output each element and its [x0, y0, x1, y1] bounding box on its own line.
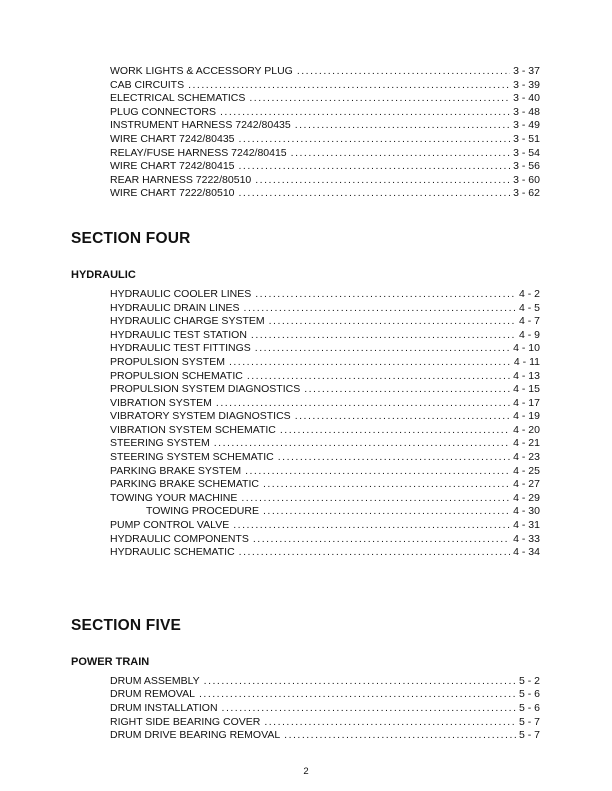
toc-leader-dots — [239, 187, 511, 201]
toc-entry-page: 3 - 60 — [513, 173, 540, 186]
toc-entry — [110, 546, 540, 560]
toc-entry-title: HYDRAULIC CHARGE SYSTEM — [110, 315, 265, 328]
section-heading: SECTION FIVE — [71, 616, 182, 634]
toc-entry-page: 4 - 20 — [513, 423, 540, 436]
toc-leader-dots — [263, 478, 510, 492]
toc-leader-dots — [304, 383, 510, 397]
toc-entry — [110, 492, 540, 506]
toc-leader-dots — [239, 160, 511, 174]
toc-subheading: POWER TRAIN — [71, 655, 150, 668]
toc-entry-page: 5 - 7 — [518, 729, 540, 742]
toc-entry-title: HYDRAULIC COMPONENTS — [110, 532, 249, 545]
toc-entry-page: 5 - 7 — [518, 715, 540, 728]
toc-entry — [110, 147, 540, 161]
toc-entry-page: 5 - 6 — [518, 702, 540, 714]
toc-leader-dots — [280, 424, 510, 438]
toc-leader-dots — [222, 702, 516, 716]
toc-entry-title: HYDRAULIC TEST STATION — [110, 328, 247, 341]
toc-entry-title: ELECTRICAL SCHEMATICS — [110, 92, 246, 105]
toc-entry — [146, 505, 540, 519]
toc-entry-title: CAB CIRCUITS — [110, 78, 185, 91]
toc-entry — [110, 342, 540, 356]
toc-entry-page: 4 - 27 — [513, 478, 540, 491]
toc-entry-page: 3 - 51 — [513, 132, 540, 145]
toc-entry-title: VIBRATION SYSTEM — [110, 396, 212, 409]
toc-entry — [110, 383, 540, 397]
toc-entry-title: PLUG CONNECTORS — [110, 105, 216, 118]
toc-leader-dots — [255, 342, 510, 356]
toc-entry-page: 3 - 40 — [513, 92, 540, 105]
toc-subheading: HYDRAULIC — [71, 268, 136, 281]
toc-entry-title: PARKING BRAKE SYSTEM — [110, 464, 242, 477]
toc-entry-title: PROPULSION SYSTEM — [110, 355, 225, 368]
toc-entry — [110, 702, 540, 716]
toc-entry-title: STEERING SYSTEM SCHEMATIC — [110, 451, 274, 464]
toc-entry — [110, 688, 540, 702]
toc-leader-dots — [295, 119, 510, 133]
toc-entry — [110, 716, 540, 730]
toc-leader-dots — [284, 729, 516, 743]
toc-leader-dots — [255, 288, 516, 302]
toc-entry-title: REAR HARNESS 7222/80510 — [110, 173, 252, 186]
toc-leader-dots — [204, 675, 516, 689]
toc-entry-page: 4 - 21 — [513, 437, 540, 450]
toc-entry-page: 4 - 13 — [513, 369, 540, 382]
toc-entry-title: WIRE CHART 7242/80435 — [110, 132, 235, 145]
toc-leader-dots — [241, 492, 510, 506]
toc-entry — [110, 465, 540, 479]
toc-entry-page: 4 - 19 — [513, 410, 540, 423]
toc-leader-dots — [291, 147, 510, 161]
toc-entry-title: HYDRAULIC DRAIN LINES — [110, 301, 240, 314]
toc-leader-dots — [244, 302, 516, 316]
toc-entry-title: RIGHT SIDE BEARING COVER — [110, 715, 261, 728]
toc-entry-title: PUMP CONTROL VALVE — [110, 519, 230, 532]
toc-entry — [110, 92, 540, 106]
toc-leader-dots — [255, 174, 510, 188]
toc-entry-page: 4 - 15 — [513, 383, 540, 396]
toc-entry-page: 4 - 5 — [518, 301, 540, 314]
toc-entry-page: 5 - 6 — [518, 688, 540, 701]
toc-entry-title: HYDRAULIC COOLER LINES — [110, 287, 252, 300]
toc-entry-title: PROPULSION SCHEMATIC — [110, 369, 243, 382]
toc-entry-page: 4 - 9 — [518, 328, 540, 341]
toc-entry — [110, 79, 540, 93]
toc-entry-page: 3 - 62 — [513, 187, 540, 200]
toc-entry-page: 4 - 31 — [513, 519, 540, 532]
toc-entry-title: RELAY/FUSE HARNESS 7242/80415 — [110, 146, 287, 159]
toc-entry — [110, 533, 540, 547]
toc-leader-dots — [214, 437, 510, 451]
toc-entry-title: VIBRATORY SYSTEM DIAGNOSTICS — [110, 410, 291, 423]
toc-entry-page: 4 - 7 — [518, 315, 540, 328]
toc-entry — [110, 729, 540, 743]
toc-entry-page: 4 - 25 — [513, 464, 540, 477]
toc-entry-title: DRUM INSTALLATION — [110, 702, 218, 714]
toc-entry-page: 4 - 10 — [513, 342, 540, 355]
toc-entry-title: TOWING PROCEDURE — [146, 505, 259, 518]
toc-leader-dots — [239, 546, 510, 560]
toc-leader-dots — [216, 397, 510, 411]
toc-entry — [110, 187, 540, 201]
toc-entry — [110, 174, 540, 188]
toc-leader-dots — [247, 370, 510, 384]
toc-entry — [110, 106, 540, 120]
toc-entry-page: 3 - 49 — [513, 119, 540, 132]
section-heading: SECTION FOUR — [71, 229, 191, 247]
toc-entry-title: PARKING BRAKE SCHEMATIC — [110, 478, 259, 491]
toc-entry — [110, 315, 540, 329]
toc-entry — [110, 133, 540, 147]
toc-entry — [110, 160, 540, 174]
toc-leader-dots — [264, 716, 516, 730]
toc-leader-dots — [253, 533, 510, 547]
toc-entry — [110, 675, 540, 689]
toc-entry-title: HYDRAULIC TEST FITTINGS — [110, 342, 251, 355]
toc-entry-title: WIRE CHART 7222/80510 — [110, 187, 235, 200]
toc-leader-dots — [297, 65, 510, 79]
toc-content — [71, 65, 540, 743]
toc-leader-dots — [239, 133, 511, 147]
page-number-footer: 2 — [303, 766, 309, 777]
toc-entry-page: 4 - 17 — [513, 396, 540, 409]
toc-leader-dots — [233, 519, 510, 533]
toc-entry-title: DRUM DRIVE BEARING REMOVAL — [110, 729, 281, 742]
toc-leader-dots — [188, 79, 510, 93]
toc-entry — [110, 356, 540, 370]
toc-entry-title: STEERING SYSTEM — [110, 437, 210, 450]
toc-entry-title: DRUM REMOVAL — [110, 688, 195, 701]
toc-leader-dots — [278, 451, 510, 465]
toc-entry — [110, 370, 540, 384]
toc-leader-dots — [295, 410, 510, 424]
toc-leader-dots — [249, 92, 510, 106]
toc-entry — [110, 478, 540, 492]
toc-entry-page: 4 - 30 — [513, 505, 540, 518]
toc-entry-page: 3 - 48 — [513, 105, 540, 118]
toc-entry-title: WIRE CHART 7242/80415 — [110, 160, 235, 173]
toc-entry-page: 4 - 33 — [513, 532, 540, 545]
toc-entry-title: WORK LIGHTS & ACCESSORY PLUG — [110, 65, 293, 77]
toc-entry-page: 4 - 34 — [513, 546, 540, 559]
toc-entry — [110, 437, 540, 451]
toc-entry-page: 3 - 39 — [513, 78, 540, 91]
toc-leader-dots — [251, 329, 516, 343]
toc-entry-page: 4 - 11 — [513, 355, 540, 368]
toc-entry-page: 5 - 2 — [518, 674, 540, 687]
toc-entry-title: VIBRATION SYSTEM SCHEMATIC — [110, 423, 276, 436]
toc-entry — [110, 329, 540, 343]
toc-leader-dots — [229, 356, 511, 370]
toc-entry — [110, 397, 540, 411]
toc-entry-title: HYDRAULIC SCHEMATIC — [110, 546, 235, 559]
toc-entry-page: 4 - 23 — [513, 451, 540, 464]
toc-entry-title: DRUM ASSEMBLY — [110, 674, 200, 687]
toc-leader-dots — [245, 465, 510, 479]
toc-leader-dots — [263, 505, 510, 519]
toc-entry-page: 3 - 37 — [513, 65, 540, 77]
toc-entry — [110, 65, 540, 79]
toc-entry — [110, 302, 540, 316]
toc-entry — [110, 288, 540, 302]
toc-leader-dots — [199, 688, 516, 702]
toc-entry-page: 4 - 29 — [513, 491, 540, 504]
toc-leader-dots — [220, 106, 510, 120]
toc-entry — [110, 451, 540, 465]
toc-entry — [110, 424, 540, 438]
toc-entry-page: 3 - 54 — [513, 146, 540, 159]
toc-entry-title: TOWING YOUR MACHINE — [110, 491, 238, 504]
toc-entry-title: PROPULSION SYSTEM DIAGNOSTICS — [110, 383, 301, 396]
toc-entry — [110, 519, 540, 533]
toc-entry-page: 3 - 56 — [513, 160, 540, 173]
toc-entry — [110, 119, 540, 133]
toc-entry — [110, 410, 540, 424]
toc-entry-title: INSTRUMENT HARNESS 7242/80435 — [110, 119, 291, 132]
toc-leader-dots — [269, 315, 516, 329]
toc-entry-page: 4 - 2 — [518, 287, 540, 300]
